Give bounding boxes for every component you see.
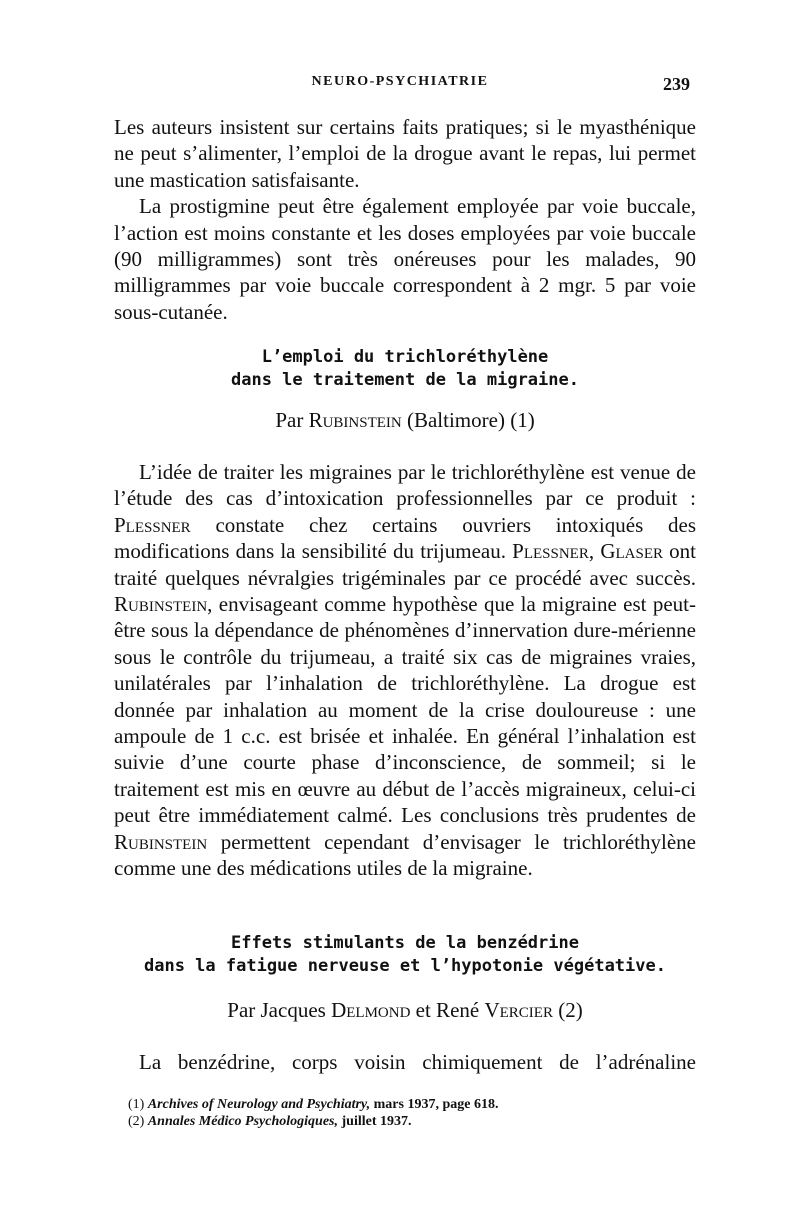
text-segment: constate chez certains ouvriers intoxiqués des modifications dans la sensibilité du trijumeau. — [114, 512, 696, 564]
footnote-1 — [128, 1096, 688, 1113]
running-title: NEURO-PSYCHIATRIE — [311, 74, 489, 89]
page-number: 239 — [663, 74, 690, 94]
article-2-title-line-2: dans la fatigue nerveuse et l’hypotonie végétative. — [144, 956, 666, 976]
article-1-byline — [114, 408, 696, 433]
text-segment: permettent cependant d’envisager le trichloréthylène comme une des médications utiles de la migraine. — [114, 829, 696, 881]
author-name: Vercier — [484, 998, 553, 1022]
author-name: Rubinstein — [114, 592, 208, 617]
author-name: Plessner — [114, 512, 191, 537]
intro-paragraph-1: Les auteurs insistent sur certains faits pratiques; si le myasthénique ne peut s’alimenter, l’emploi de la drogue avant le repas, lui permet une mastication satisfaisante. — [114, 115, 696, 192]
byline-prefix: Par — [275, 408, 304, 432]
footnote-2 — [128, 1113, 688, 1130]
footnote-source: Annales Médico Psychologiques, — [147, 1114, 338, 1129]
byline-suffix: (2) — [558, 998, 583, 1022]
author-name: Rubinstein — [308, 408, 402, 432]
footnotes — [128, 1096, 688, 1130]
running-header — [110, 74, 690, 100]
footnote-number: (2) — [128, 1114, 145, 1129]
article-1-title-line-1: L’emploi du trichloréthylène — [261, 347, 549, 367]
footnote-number: (1) — [128, 1097, 145, 1112]
footnote-source: Archives of Neurology and Psychiatry, — [147, 1097, 371, 1112]
footnote-detail: mars 1937, page 618. — [373, 1097, 499, 1112]
article-2-byline — [114, 998, 696, 1023]
text-segment: L’idée de traiter les migraines par le trichloréthylène est venue de l’étude des cas d’intoxication professionnelles par ce produit : — [114, 460, 696, 511]
intro-paragraph-2: La prostigmine peut être également employée par voie buccale, l’action est moins constante et les doses employées par voie buccale (90 milligrammes) sont très onéreuses pour les malades, 90 milligrammes par voie buccale correspondent à 2 mgr. 5 par voie sous-cutanée. — [114, 194, 696, 324]
article-1-title-line-2: dans le traitement de la migraine. — [231, 370, 579, 390]
article-2-body-first-line: La benzédrine, corps voisin chimiquement de l’adrénaline — [139, 1050, 696, 1074]
byline-mid: et René — [415, 998, 480, 1022]
author-name: Plessner — [512, 539, 589, 564]
article-1-body — [114, 459, 696, 882]
author-name: Glaser — [600, 539, 663, 564]
byline-prefix: Par Jacques — [227, 998, 326, 1022]
author-name: Rubinstein — [114, 829, 208, 854]
text-segment: , envisageant comme hypothèse que la migraine est peut-être sous la dépendance de phénomènes d’innervation dure-mérienne sous le contrôle du trijumeau, a traité six cas de migraines vraies, unilatérales par l’inhalation de trichloréthylène. La drogue est donnée par inhalation au moment de la crise douloureuse : une ampoule de 1 c.c. est brisée et inhalée. En général l’inhalation est suivie d’une courte phase d’inconscience, de sommeil; si le traitement est mis en œuvre au début de l’accès migraineux, celui-ci peut être immédiatement calmé. Les conclusions très prudentes de — [114, 592, 696, 828]
byline-suffix: (Baltimore) (1) — [406, 408, 535, 432]
footnote-detail: juillet 1937. — [341, 1114, 412, 1129]
article-2-title-line-1: Effets stimulants de la benzédrine — [231, 933, 579, 953]
author-name: Delmond — [331, 998, 411, 1022]
text-segment: ont traité quelques névralgies trigéminales par ce procédé avec succès. — [114, 539, 697, 590]
intro-section — [114, 114, 696, 325]
article-1 — [114, 346, 696, 882]
text-segment: , — [588, 539, 601, 564]
article-2 — [114, 932, 696, 1075]
